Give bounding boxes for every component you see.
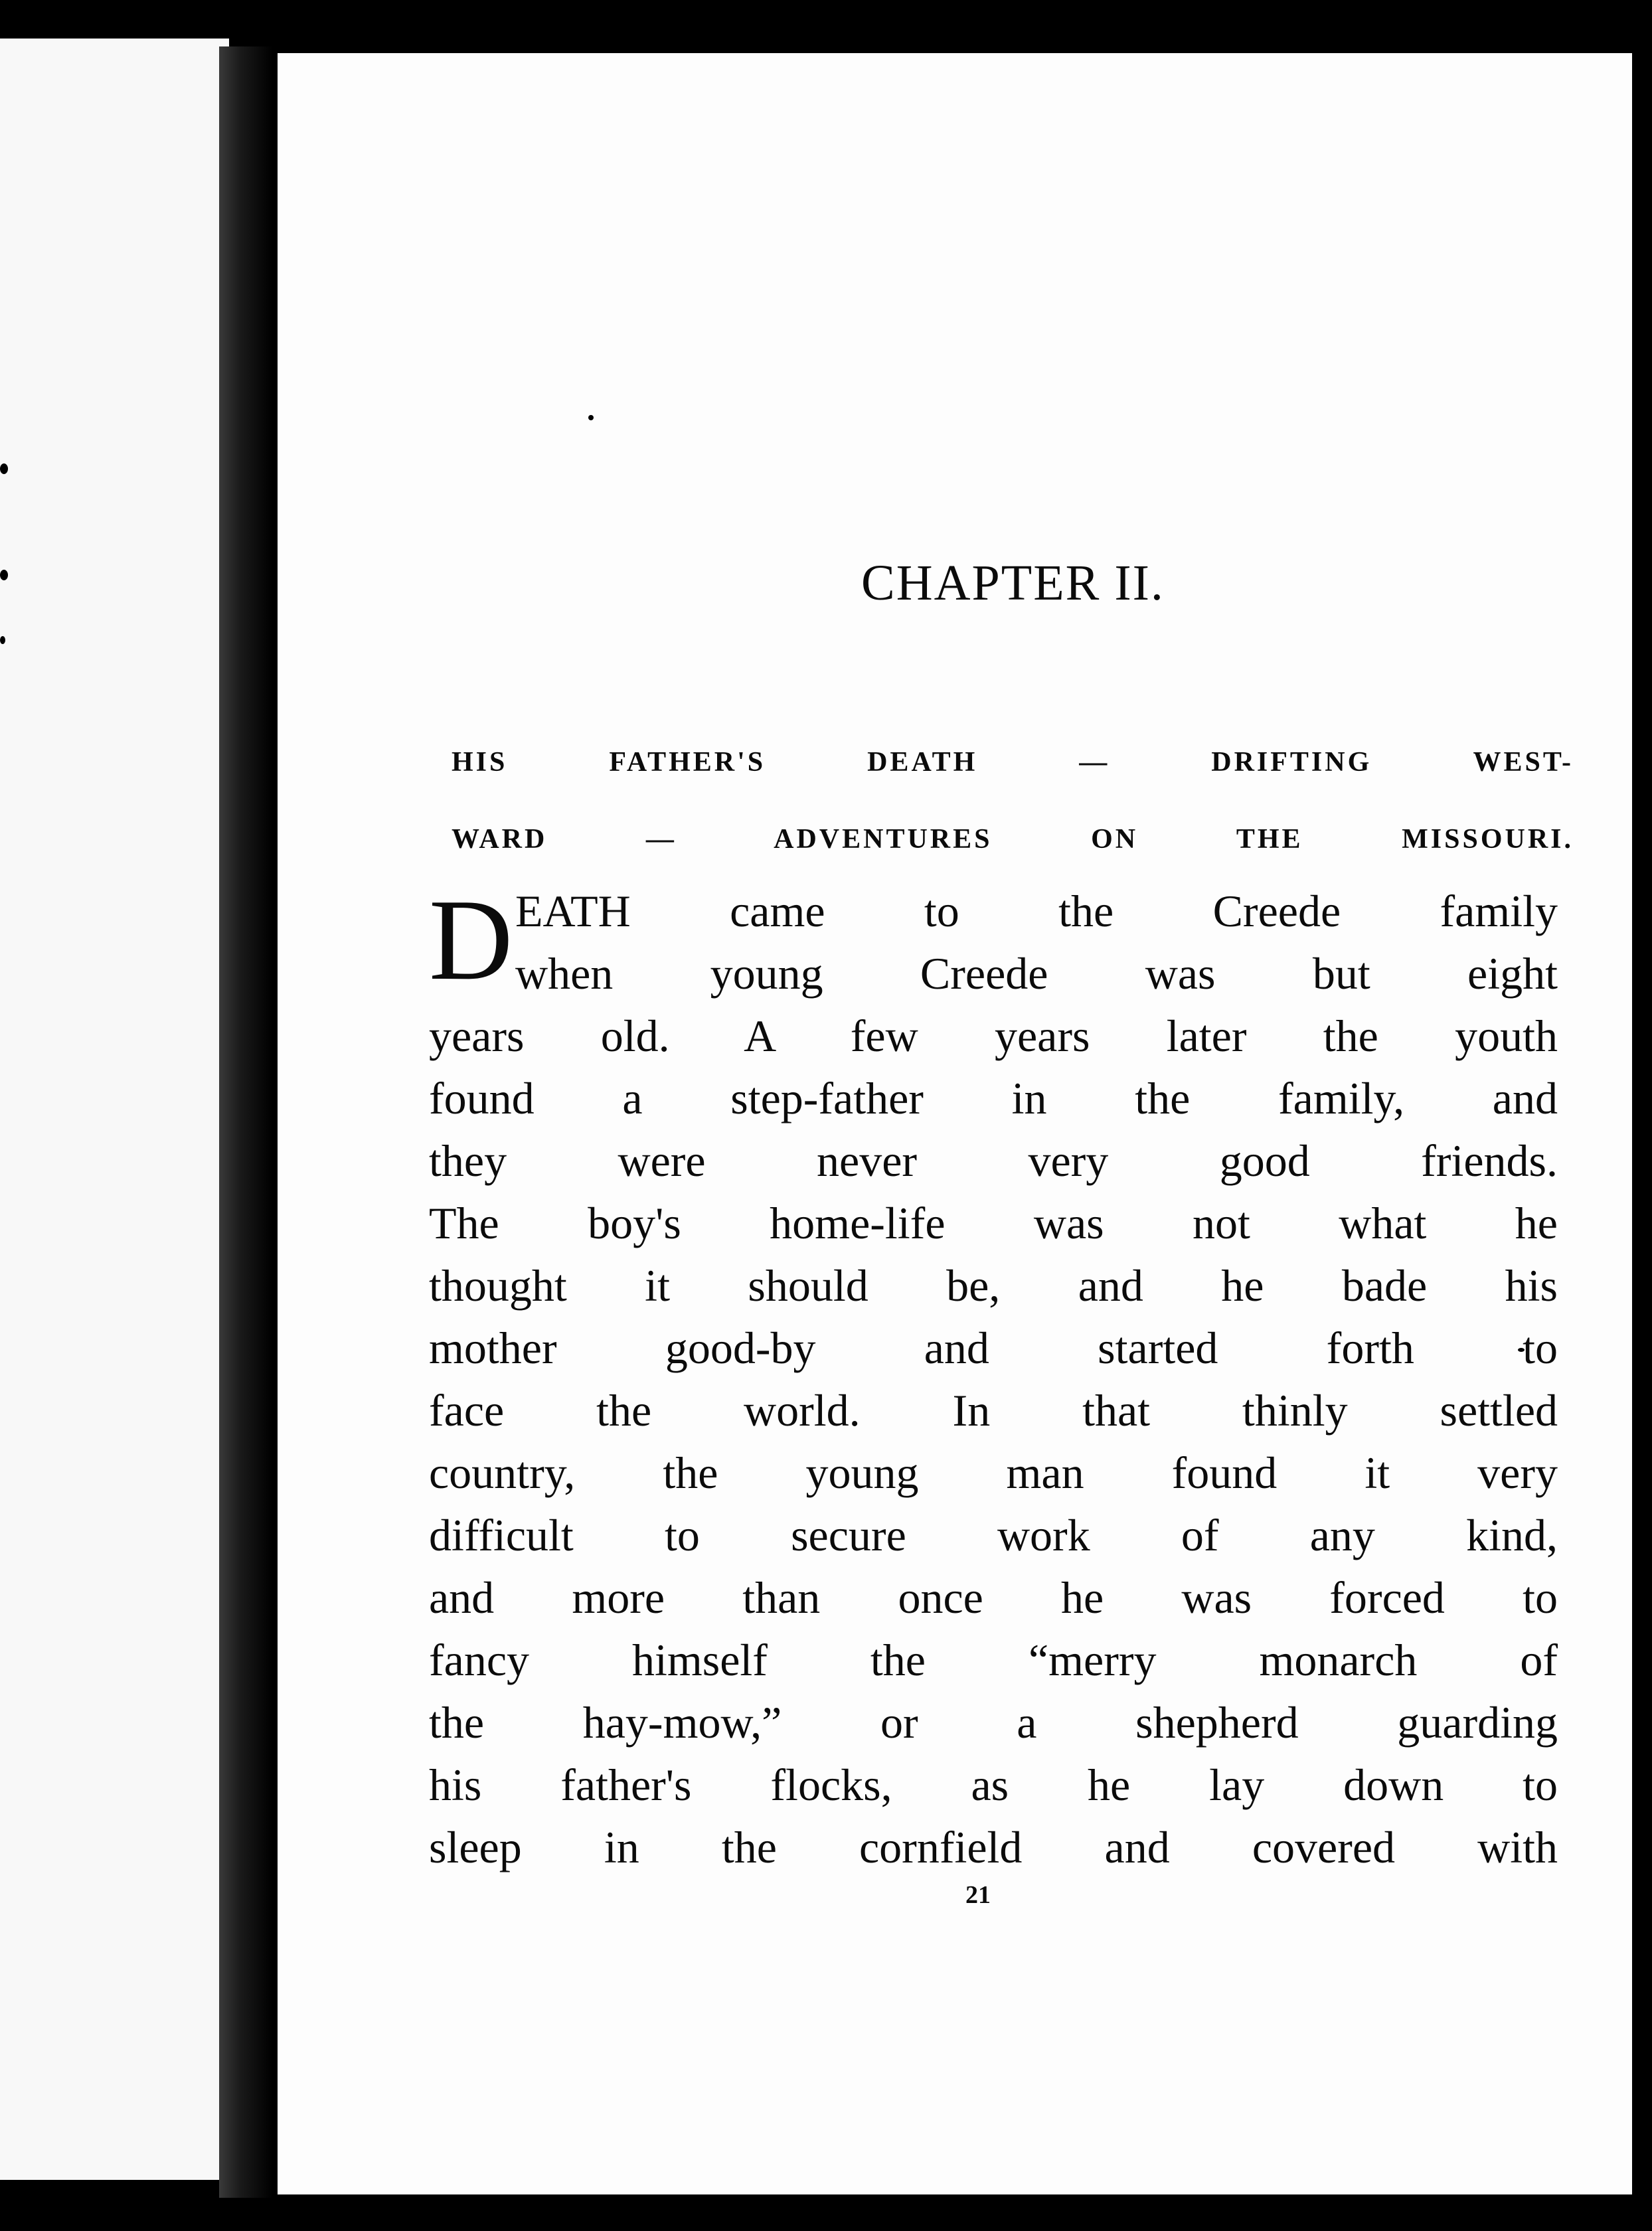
text-line: and more than once he was forced to: [429, 1572, 1558, 1623]
margin-speck: [0, 463, 8, 474]
summary-line: WARD — ADVENTURES ON THE MISSOURI.: [452, 824, 1574, 855]
text-line: country, the young man found it very: [429, 1447, 1558, 1498]
text-line: the hay-mow,” or a shepherd guarding: [429, 1697, 1558, 1748]
text-line: they were never very good friends.: [429, 1135, 1558, 1186]
text-line: years old. A few years later the youth: [429, 1011, 1558, 1061]
facing-page-edge: [0, 39, 229, 2180]
text-line: sleep in the cornfield and covered with: [429, 1822, 1558, 1872]
margin-speck: [0, 636, 5, 644]
text-line: fancy himself the “merry monarch of: [429, 1635, 1558, 1685]
text-line: face the world. In that thinly settled: [429, 1385, 1558, 1436]
body-text: [429, 875, 1558, 1878]
chapter-summary: [452, 724, 1574, 878]
text-line: thought it should be, and he bade his: [429, 1260, 1558, 1311]
text-line: difficult to secure work of any kind,: [429, 1510, 1558, 1560]
text-line: The boy's home-life was not what he: [429, 1198, 1558, 1248]
summary-line: HIS FATHER'S DEATH — DRIFTING WEST-: [452, 747, 1574, 778]
chapter-title: CHAPTER II.: [861, 555, 1165, 611]
text-line: his father's flocks, as he lay down to: [429, 1760, 1558, 1810]
page-speck: [588, 415, 594, 420]
text-line: mother good-by and started forth to: [429, 1323, 1558, 1373]
margin-speck: [0, 570, 8, 580]
text-line: when young Creede was but eight: [515, 948, 1558, 999]
book-page: [278, 53, 1632, 2194]
book-gutter: [219, 46, 272, 2198]
text-line: found a step-father in the family, and: [429, 1073, 1558, 1123]
page-number: 21: [965, 1881, 991, 1909]
text-line: EATH came to the Creede family: [515, 886, 1558, 936]
drop-cap: D: [429, 875, 513, 1004]
